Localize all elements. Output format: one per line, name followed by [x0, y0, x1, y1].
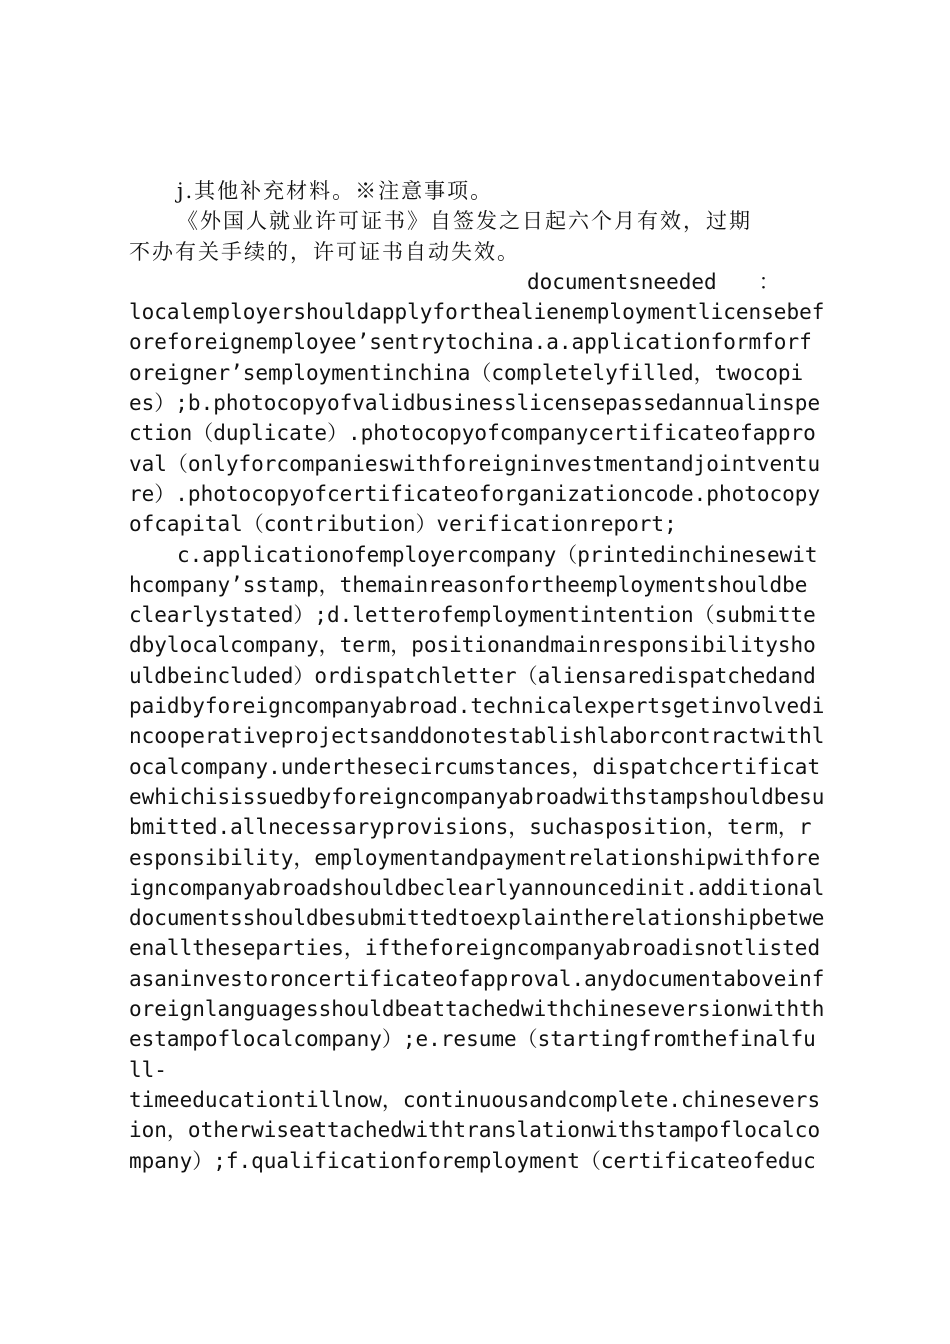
text-line: dbylocalcompany，term，positionandmainresponsibilitysho — [129, 633, 816, 658]
text-line: asaninvestoroncertificateofapproval.anydocumentaboveinf — [129, 966, 825, 991]
text-line: paidbyforeigncompanyabroad.technicalexpertsgetinvolvedi — [129, 694, 825, 719]
text-line: mpany）;f.qualificationforemployment（certificateofeduc — [129, 1148, 816, 1173]
text-line: timeeducationtillnow，continuousandcomplete.chinesevers — [129, 1087, 821, 1112]
text-line: esponsibility，employmentandpaymentrelationshipwithfore — [129, 845, 821, 870]
text-line: es）;b.photocopyofvalidbusinesslicensepassedannualinspe — [129, 391, 821, 416]
text-line: ofcapital（contribution）verificationreport; — [129, 512, 677, 537]
text-line: ocalcompany.underthesecircumstances，dispatchcertificat — [129, 754, 821, 779]
text-line: enalltheseparties，iftheforeigncompanyabroadisnotlisted — [129, 936, 821, 961]
text-line: oreignlanguagesshouldbeattachedwithchineseversionwithth — [129, 997, 825, 1022]
text-line: estampoflocalcompany）;e.resume（startingfromthefinalfu — [129, 1027, 816, 1052]
text-line: oreigner’semploymentinchina（completelyfilled，twocopi — [129, 360, 804, 385]
text-line: ion，otherwiseattachedwithtranslationwithstampoflocalco — [129, 1118, 821, 1143]
text-line: igncompanyabroadshouldbeclearlyannouncedinit.additional — [129, 875, 825, 900]
text-line: j.其他补充材料。※注意事项。 — [177, 179, 494, 203]
text-line: ewhichisissuedbyforeigncompanyabroadwithstampshouldbesu — [129, 784, 825, 809]
text-line: c.applicationofemployercompany（printedinchinesewit — [177, 542, 818, 567]
text-line: oreforeignemployee’sentrytochina.a.applicationformforf — [129, 330, 812, 355]
text-line: ction（duplicate）.photocopyofcompanycertificateofappro — [129, 421, 816, 446]
text-line: val（onlyforcompanieswithforeigninvestmentandjointventu — [129, 451, 821, 476]
text-line: 《外国人就业许可证书》自签发之日起六个月有效，过期 — [177, 209, 752, 234]
text-line: hcompany’sstamp，themainreasonfortheemploymentshouldbe — [129, 572, 808, 597]
text-line: ll- — [129, 1057, 167, 1082]
text-line: documentsshouldbesubmittedtoexplaintherelationshipbetwe — [129, 906, 825, 931]
text-line: documentsneeded ： — [527, 269, 780, 294]
text-line: 不办有关手续的，许可证书自动失效。 — [129, 239, 520, 264]
document-body — [129, 176, 833, 1176]
text-line: localemployershouldapplyforthealienemploymentlicensebef — [129, 300, 825, 325]
text-line: uldbeincluded）ordispatchletter（aliensaredispatchedand — [129, 663, 816, 688]
text-line: clearlystated）;d.letterofemploymentintention（submitte — [129, 603, 816, 628]
text-line: ncooperativeprojectsanddonotestablishlaborcontractwithl — [129, 724, 825, 749]
text-line: bmitted.allnecessaryprovisions，suchasposition，term，r — [129, 815, 812, 840]
text-line: re）.photocopyofcertificateoforganizationcode.photocopy — [129, 481, 821, 506]
